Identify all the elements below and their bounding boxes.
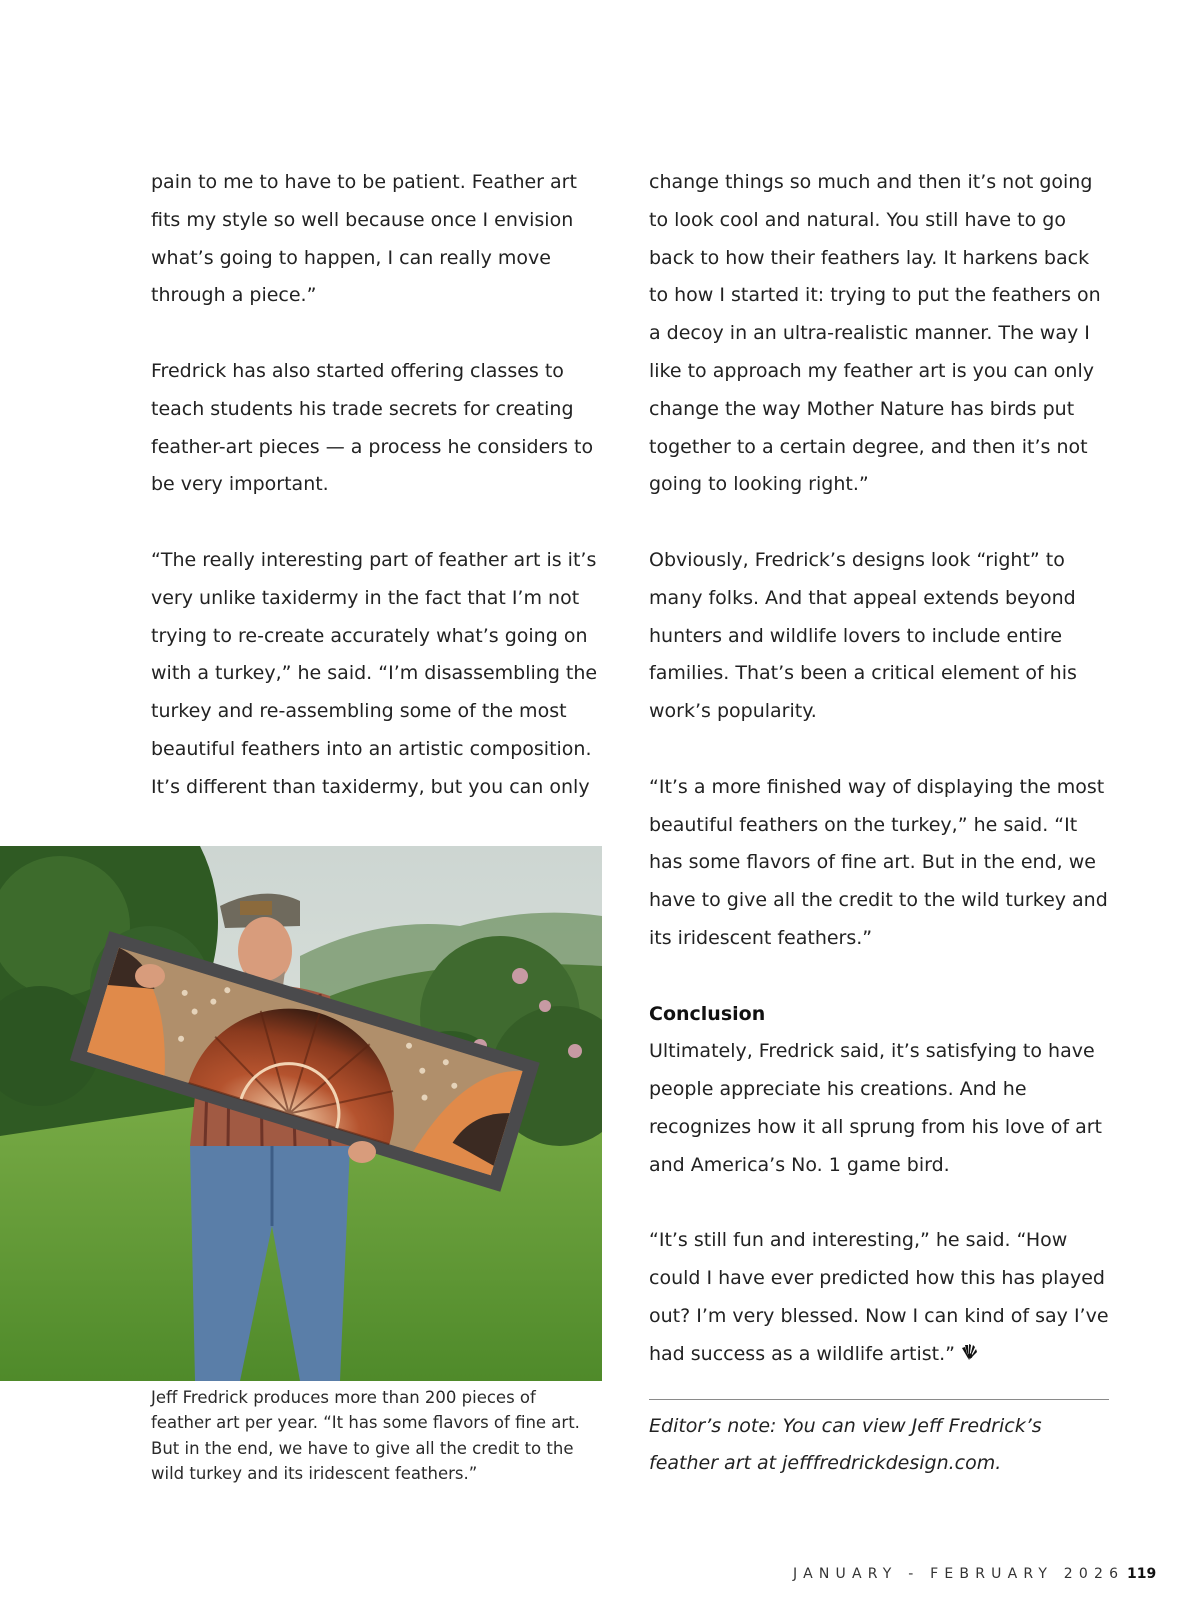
right-column xyxy=(649,164,1109,1521)
body-paragraph: “It’s a more finished way of displaying the most beautiful feathers on the turkey,” he said. “It has some flavors of fine art. But in the end, we have to give all the credit to the wild turkey and its iridescent feathers.” xyxy=(649,775,1108,949)
turkey-feather-end-mark-icon xyxy=(959,1338,979,1358)
body-paragraph: Fredrick has also started offering classes to teach students his trade secrets for creating feather-art pieces — a process he considers to be very important. xyxy=(151,359,594,496)
issue-date: JANUARY - FEBRUARY 2026 xyxy=(793,1566,1125,1582)
page-number: 119 xyxy=(1127,1566,1157,1582)
editor-note: Editor’s note: You can view Jeff Fredrick’s feather art at jefffredrickdesign.com. xyxy=(649,1414,1042,1475)
body-paragraph: “The really interesting part of feather art is it’s very unlike taxidermy in the fact that I’m not trying to re-create accurately what’s going on with a turkey,” he said. “I’m disassembling the turkey and re-assembling some of the most beautiful feathers into an artistic composition. It’s different than taxidermy, but you can only xyxy=(151,548,598,798)
divider xyxy=(649,1399,1109,1400)
photo-caption: Jeff Fredrick produces more than 200 pieces of feather art per year. “It has some flavors of fine art. But in the end, we have to give all the credit to the wild turkey and its iridescent feathers.” xyxy=(151,1388,580,1483)
section-heading: Conclusion xyxy=(649,1002,766,1025)
body-paragraph: Ultimately, Fredrick said, it’s satisfying to have people appreciate his creations. And he recognizes how it all sprung from his love of art and America’s No. 1 game bird. xyxy=(649,1040,1102,1176)
feather-art-photo xyxy=(0,846,602,1381)
closing-text: “It’s still fun and interesting,” he said. “How could I have ever predicted how this has played out? I’m very blessed. Now I can kind of say I’ve had success as a wildlife artist.” xyxy=(649,1229,1109,1365)
body-paragraph: change things so much and then it’s not going to look cool and natural. You still have to go back to how their feathers lay. It harkens back to how I started it: trying to put the feathers on a decoy in an ultra-realistic manner. The way I like to approach my feather art is you can only change the way Mother Nature has birds put together to a certain degree, and then it’s not going to looking right.” xyxy=(649,171,1101,496)
body-paragraph: pain to me to have to be patient. Feather art fits my style so well because once I envision what’s going to happen, I can really move through a piece.” xyxy=(151,171,577,307)
body-paragraph: Obviously, Fredrick’s designs look “right” to many folks. And that appeal extends beyond hunters and wildlife lovers to include entire families. That’s been a critical element of his work’s popularity. xyxy=(649,548,1077,723)
left-column xyxy=(151,164,606,807)
closing-paragraph xyxy=(649,1222,1109,1373)
